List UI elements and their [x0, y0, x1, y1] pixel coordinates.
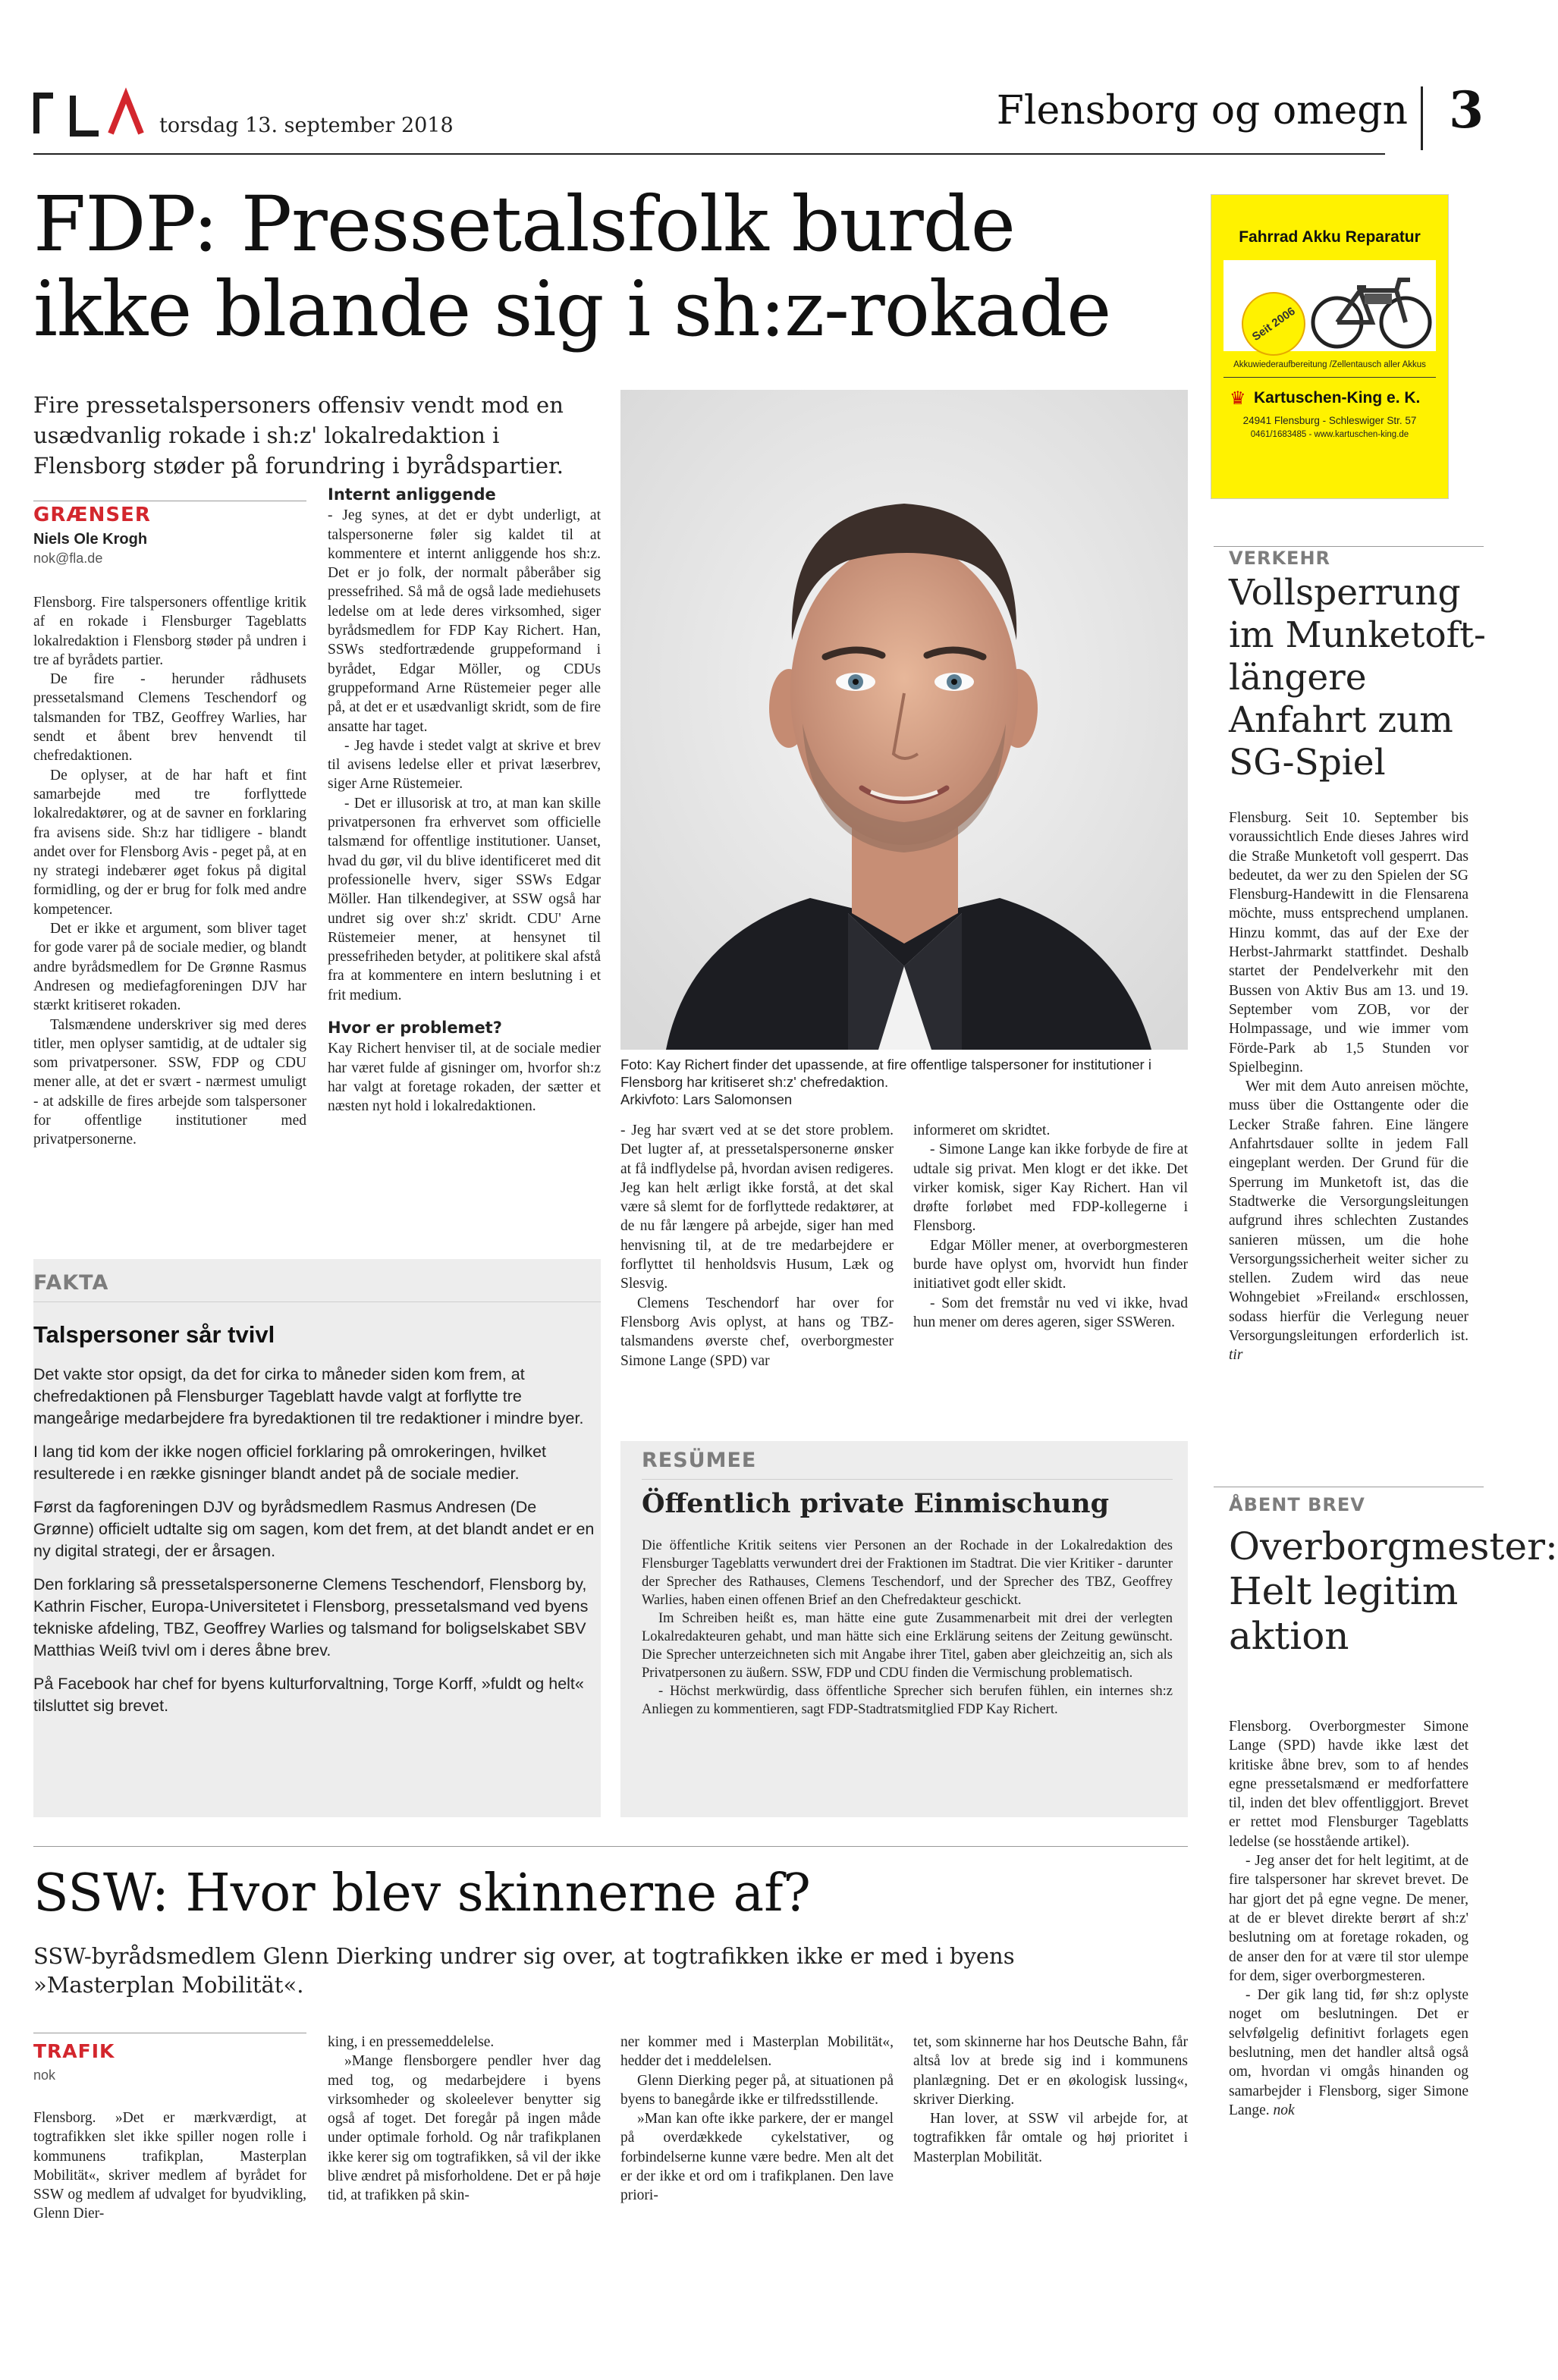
ssw-col3 [620, 2033, 894, 2206]
photo-credit: Arkivfoto: Lars Salomonsen [620, 1091, 793, 1107]
masthead [33, 79, 1484, 155]
paragraph: - Jeg har svært ved at se det store problem. Det lugter af, at pressetalspersonerne ønsker at få indflydelse på, hvordan avisen redigeres. Jeg kan helt ærligt ikke forstå, at det skal være så slemt for de forflyttede redaktører, at de nu får længere på arbejde, siger han med henvisning til, at de tre medarbejdere er forflyttet til henholdsvis Husum, Læk og Slesvig. [620, 1122, 894, 1292]
paragraph: Die öffentliche Kritik seitens vier Personen an der Rochade in der Lokalredaktion des Flensburger Tageblatts verwundert drei der Fraktionen im Stadtrat. Die vier Kritiker - darunter der Sprecher des Rathauses, Clemens Teschendorf, und der Sprecher des TBZ, Geoffrey Warlies, haben einen offenen Brief an den Chefredakteur geschickt. [642, 1538, 1173, 1608]
ad-company: Kartuschen-King e. K. [1254, 389, 1421, 407]
paragraph: - Jeg synes, at det er dybt underligt, at talspersonerne føler sig kaldet til at kommentere et internt anliggende hos sh:z. Det er jo folk, der normalt påberåber sig pressefrihed. Så må de også lade mediehusets ledelse om at lede deres virksomhed, siger byrådsmedlem for FDP Kay Richert. Han, SSWs stedfortrædende gruppeformand i byrådet, Edgar Möller, og CDUs gruppeformand Arne Rüstemeier peger alle på, at det er et usædvanligt skridt, som de fire ansatte har taget. [328, 507, 601, 735]
ssw-kicker: TRAFIK [33, 2040, 115, 2062]
paragraph: På Facebook har chef for byens kulturforvaltning, Torge Korff, »fuldt og helt« tilsluttet sig brevet. [33, 1675, 584, 1715]
fakta-title: Talspersoner sår tvivl [33, 1321, 275, 1348]
advertisement[interactable] [1211, 194, 1449, 499]
masthead-rule [33, 153, 1385, 155]
main-headline-line-1: FDP: Pressetalsfolk burde [33, 180, 1015, 268]
paragraph: informeret om skridtet. [913, 1122, 1051, 1138]
crown-icon: ♛ [1230, 388, 1246, 409]
section-kicker: GRÆNSER [33, 504, 151, 526]
paragraph [1229, 1986, 1468, 2120]
issue-date: torsdag 13. september 2018 [159, 114, 454, 137]
ssw-top-rule [33, 1846, 1188, 1847]
subheading-problem: Hvor er problemet? [328, 1019, 502, 1038]
paragraph: - Höchst merkwürdig, dass öffentliche Sprecher sich berufen fühlen, ein internes sh:z Anliegen zu kommentieren, sagt FDP-Stadtratsmitglied FDP Kay Richert. [642, 1684, 1173, 1717]
photo-caption [620, 1056, 1188, 1108]
main-lead: Fire pressetalspersoners offensiv vendt mod en usædvanlig rokade i sh:z' lokalredaktion i Flensborg støder på forundring i byrådspartier. [33, 392, 564, 479]
ad-tagline: Akkuwiederaufbereitung /Zellentausch aller Akkus [1233, 360, 1426, 369]
photo-caption-text: Foto: Kay Richert finder det upassende, at fire offentlige talspersoner for institutioner i Flensborg har kritiseret sh:z' chefredaktion. [620, 1057, 1151, 1090]
paragraph: - Det er illusorisk at tro, at man kan skille privatpersonen fra erhvervet som officielle talsmænd for offentlige institutioner. Uanset, hvad du gør, vil du blive identificeret med dit professionelle hverv, siger SSWs Edgar Möller. Han tilkendegiver, at SSW også har undret sig over sh:z' skridt. CDU' Arne Rüstemeier mener, at hensynet til pressefriheden betyder, at politikere skal afstå fra at kommentere en intern beslutning i et frit medium. [328, 795, 601, 1003]
ssw-author: nok [33, 2068, 56, 2083]
ssw-col4 [913, 2033, 1188, 2167]
subheading-internal-matter: Internt anliggende [328, 485, 496, 504]
paragraph: Den forklaring så pressetalspersonerne Clemens Teschendorf, Flensborg by, Kathrin Fischer, Europa-Universitetet i Flensborg, pressetalsmand ved byens tekniske afdeling, TBZ, Geoffrey Warlies og talsmand for boligselskabet SBV Matthias Weiß tvivl om i deres åbne brev. [33, 1575, 589, 1659]
resumee-title: Öffentlich private Einmischung [642, 1488, 1110, 1519]
verkehr-rule [1214, 546, 1484, 547]
paragraph: Det vakte stor opsigt, da det for cirka to måneder siden kom frem, at chefredaktionen på Flensburger Tageblatt havde valgt at forflytte tre mangeårige medarbejdere fra byredaktionen til tre redaktioner i mindre byer. [33, 1365, 584, 1427]
abent-brev-kicker: ÅBENT BREV [1229, 1494, 1365, 1515]
ad-badge-text: Seit 2006 [1249, 304, 1298, 344]
fakta-label: FAKTA [33, 1271, 109, 1295]
paragraph: Det er ikke et argument, som bliver taget for gode varer på de sociale medier, og blandt andre byrådsmedlem for De Grønne Rasmus Andresen og mediefagforeningen DJV har stærkt kritiseret rokaden. [33, 921, 306, 1014]
paragraph: Talsmændene underskriver sig med deres titler, men oplyser samtidig, at de udtaler sig som privatpersoner. SSW, FDP og CDU mener alle, at det er svært - nærmest umuligt - at adskille de fires arbejde som talspersoner for offentlige institutioner med privatpersonerne. [33, 1016, 306, 1148]
paragraph: »Man kan ofte ikke parkere, der er mangel på overdækkede cykelstativer, og forbindelserne kunne være bedre. Men alt det er der ikke et ord om i trafikplanen. Den lave priori- [620, 2111, 894, 2204]
paragraph-text: Wer mit dem Auto anreisen möchte, muss über die Osttangente oder die Lecker Straße fahren. Eine längere Anfahrtsdauer sollte in jedem Fall eingeplant werden. Der Grund für die Sperrung im Munketoft ist, das die Stadtwerke die Versorgungsleitungen aufgrund ihres schlechten Zustandes sanieren müssen, um die hohe Versorgungssicherheit weiter sicher zu stellen. Zudem wird das neue Wohngebiet »Freiland« erschlossen, sodass hierfür die Verlegung neuer Versorgungsleitungen erforderlich ist. [1229, 1079, 1468, 1345]
masthead-divider [1421, 86, 1423, 150]
author-name: Niels Ole Krogh [33, 531, 148, 548]
paragraph [1229, 1077, 1468, 1364]
section-name: Flensborg og omegn [996, 88, 1408, 133]
ssw-col2 [328, 2033, 601, 2206]
resumee-rule [642, 1479, 1173, 1480]
abent-brev-headline: Overborgmester: Helt legitim aktion [1229, 1524, 1558, 1658]
paragraph: De oplyser, at de har haft et fint samarbejde med tre forflyttede lokalredaktører, og at de savner en forklaring fra avisens side. Sh:z har tidligere - blandt andet over for Flensborg Avis - peget på, at en ny strategi indebærer øget fokus på digital formidling, og der er brug for folk med andre kompetencer. [33, 767, 306, 918]
paragraph: - Som det fremstår nu ved vi ikke, hvad hun mener om deres ageren, siger SSWeren. [913, 1295, 1188, 1330]
author-email[interactable]: nok@fla.de [33, 551, 103, 566]
ssw-headline: SSW: Hvor blev skinnerne af? [33, 1863, 811, 1923]
verkehr-kicker: VERKEHR [1229, 548, 1331, 569]
paragraph: Clemens Teschendorf har over for Flensborg Avis oplyst, at hans og TBZ-talsmandens øverste chef, overborgmester Simone Lange (SPD) var [620, 1295, 894, 1369]
resumee-label: RESÜMEE [642, 1449, 757, 1472]
ad-title: Fahrrad Akku Reparatur [1239, 228, 1421, 246]
page-number: 3 [1449, 80, 1484, 140]
main-article-col1 [33, 593, 306, 1150]
resumee-body [642, 1537, 1173, 1719]
paragraph: tet, som skinnerne har hos Deutsche Bahn, får altså lov at brede sig ind i kommunens planlægning. Det er en økologisk lussing«, skriver Dierking. [913, 2034, 1188, 2108]
paragraph: Flensborg. Fire talspersoners offentlige kritik af en rokade i Flensburger Tageblatts lokalredaktion i Flensborg støder på undren i tre af byrådets partier. [33, 595, 306, 668]
paragraph: Flensborg. »Det er mærkværdigt, at togtrafikken slet ikke spiller nogen rolle i kommunens trafikplan, Masterplan Mobilität«, skriver medlem af byrådet for SSW og medlem af udvalget for byudvikling, Glenn Dier- [33, 2110, 306, 2222]
fakta-body [33, 1364, 595, 1717]
paragraph: Edgar Möller mener, at overborgmesteren burde have oplyst om, hvorvidt hun finder initiativet godt eller skidt. [913, 1237, 1188, 1292]
ad-contact[interactable]: 0461/1683485 - www.kartuschen-king.de [1250, 430, 1409, 439]
fakta-rule [33, 1301, 601, 1302]
logo[interactable] [33, 82, 155, 143]
verkehr-headline: Vollsperrung im Munketoft- längere Anfahrt zum SG-Spiel [1229, 572, 1486, 783]
paragraph-text: - Der gik lang tid, før sh:z oplyste noget om beslutningen. Det er selvfølgelig definitivt forlagets egen beslutning, men det handler altså også om, hvordan vi omgås hinanden og samarbejder i Flensborg, siger Simone Lange. [1229, 1987, 1468, 2118]
paragraph: »Mange flensborgere pendler hver dag med tog, og medarbejdere i byens virksomheder og skoleelever benytter sig også af toget. Det foregår på ingen måde under optimale forhold. Og når trafikplanen ikke kerer sig om togtrafikken, så vil der ikke blive ændret på misforholdene. Det er på høje tid, at trafikken på skin- [328, 2053, 601, 2204]
paragraph: Im Schreiben heißt es, man hätte eine gute Zusammenarbeit mit drei der verlegten Lokalredakteuren gehabt, und man hätte sich eine Erklärung seitens der Zeitung gewünscht. Die Sprecher unterzeichneten sich mit Angabe ihrer Titel, gaben aber gleichzeitig an, sich als Privatpersonen zu äußern. SSW, FDP und CDU finden die Vermischung problematisch. [642, 1611, 1173, 1681]
paragraph: De fire - herunder rådhusets pressetalsmand Clemens Teschendorf og talsmanden for TBZ, Geoffrey Warlies, har sendt et åbent brev henvendt til chefredaktionen. [33, 671, 306, 765]
abent-brev-body [1229, 1717, 1468, 2120]
main-headline [33, 182, 1194, 352]
verkehr-body [1229, 809, 1468, 1365]
portrait-photo[interactable] [620, 390, 1188, 1050]
paragraph: I lang tid kom der ikke nogen officiel forklaring på omrokeringen, hvilket resulterede i en række gisninger blandt andet på de sociale medier. [33, 1443, 547, 1483]
paragraph: - Jeg havde i stedet valgt at skrive et brev til avisens ledelse eller et privat læserbrev, siger Arne Rüstemeier. [328, 737, 601, 793]
ssw-col1 [33, 2108, 306, 2224]
paragraph: Kay Richert henviser til, at de sociale medier har været fulde af gisninger om, hvorfor sh:z har valgt at foretage rokaden, der sætter et næsten nyt hold i lokalredaktionen. [328, 1041, 601, 1115]
ad-address: 24941 Flensburg - Schleswiger Str. 57 [1242, 415, 1417, 426]
paragraph: Først da fagforeningen DJV og byrådsmedlem Rasmus Andresen (De Grønne) officielt udtalte sig om sagen, kom det frem, at det blandt andet er en ny digital strategi, der er årsagen. [33, 1498, 595, 1560]
ad-rule [1223, 377, 1436, 378]
paragraph: Flensborg. Overborgmester Simone Lange (SPD) havde ikke læst det kritiske åbne brev, som to af hendes egne pressetalsmænd er medforfattere til, inden det blev offentliggjort. Brevet er rettet mod Flensburger Tageblatts ledelse (se hosstående artikel). [1229, 1719, 1468, 1850]
author-signature: nok [1273, 2102, 1295, 2118]
paragraph: - Jeg anser det for helt legitimt, at de fire talspersoner har skrevet brevet. De har gjort det på egne vegne. De mener, at de er blevet direkte berørt af sh:z' beslutning om at foretage rokaden, og de anser den for at være til stor ulempe for dem, siger overborgmesteren. [1229, 1853, 1468, 1984]
paragraph: king, i en pressemeddelelse. [328, 2034, 495, 2050]
paragraph: Flensburg. Seit 10. September bis voraussichtlich Ende dieses Jahres wird die Straße Munketoft voll gesperrt. Das bedeutet, da wer zu den Spielen der SG Flensburg-Handewitt in die Flensarena möchte, muss entsprechend umplanen. Hinzu kommt, das auf der Exe der Herbst-Jahrmarkt stattfindet. Deshalb startet der Pendelverkehr mit den Bussen von Aktiv Bus am 13. und 19. September vom ZOB, vor der Holmpassage, und wie immer vom Förde-Park ab 1,5 Stunden vor Spielbeginn. [1229, 810, 1468, 1075]
paragraph: Glenn Dierking peger på, at situationen på byens to banegårde ikke er tilfredsstillende. [620, 2072, 894, 2108]
main-article-col3 [620, 1121, 894, 1371]
paragraph: Han lover, at SSW vil arbejde for, at togtrafikken får omtale og høj prioritet i Masterplan Mobilität. [913, 2111, 1188, 2165]
main-headline-line-2: ikke blande sig i sh:z-rokade [33, 265, 1111, 353]
paragraph: - Simone Lange kan ikke forbyde de fire at udtale sig privat. Men klogt er det ikke. Det virker komisk, siger Kay Richert. Han vil drøfte forløbet med FDP-kollegerne i Flensborg. [913, 1141, 1188, 1235]
ssw-lead: SSW-byrådsmedlem Glenn Dierking undrer sig over, at togtrafikken ikke er med i byens »Masterplan Mobilität«. [33, 1943, 1015, 1998]
portrait-illustration [620, 390, 1188, 1050]
paragraph: ner kommer med i Masterplan Mobilität«, hedder det i meddelelsen. [620, 2034, 894, 2070]
main-article-col2 [328, 485, 601, 1116]
main-article-col4 [913, 1121, 1188, 1332]
fla-logo-mark [33, 82, 155, 143]
author-signature: tir [1229, 1347, 1243, 1364]
